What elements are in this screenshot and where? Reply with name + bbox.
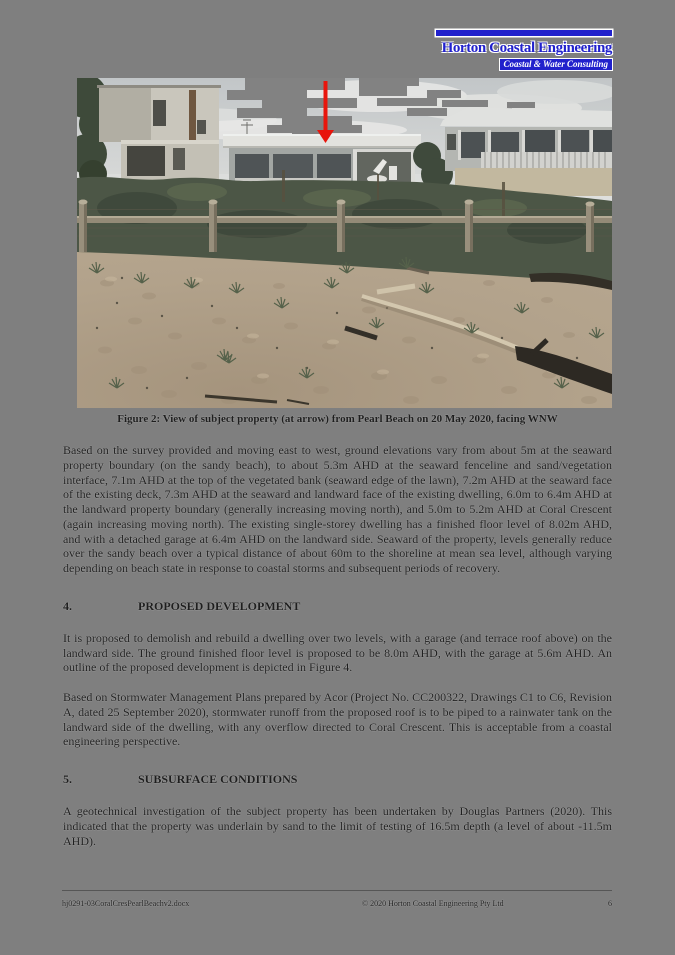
paragraph-geotechnical: A geotechnical investigation of the subject property has been undertaken by Douglas Partners (2020). This indicated that the property was underlain by sand to the limit of testing of 16.5m depth (a level of about -11.5m AHD). (63, 804, 612, 848)
company-name: Horton Coastal Engineering (441, 40, 612, 56)
paragraph-stormwater: Based on Stormwater Management Plans prepared by Acor (Project No. CC200322, Drawings C1 to C6, Revision A, dated 25 September 2020), stormwater runoff from the proposed roof is to be piped to a rainwater tank on the landward side of the dwelling, with any overflow directed to Coral Crescent. This is acceptable from a coastal engineering perspective. (63, 690, 612, 749)
section-5-heading (63, 772, 612, 787)
beach-photo-illustration (77, 78, 612, 408)
company-tagline: Coastal & Water Consulting (500, 59, 612, 70)
figure-caption: Figure 2: View of subject property (at arrow) from Pearl Beach on 20 May 2020, facing WNW (117, 413, 558, 425)
logo-top-bar (436, 30, 612, 36)
section-4-title: PROPOSED DEVELOPMENT (138, 598, 301, 613)
footer-filename: hj0291-03CoralCresPearlBeachv2.docx (62, 899, 190, 908)
page-footer (62, 890, 612, 909)
report-body (63, 443, 612, 863)
paragraph-proposed-development: It is proposed to demolish and rebuild a dwelling over two levels, with a garage (and terrace roof above) on the landward side. The ground finished floor level is proposed to be 8.0m AHD, with the garage at 5.6m AHD. An outline of the proposed development is depicted in Figure 4. (63, 630, 612, 675)
company-logo (430, 30, 612, 70)
crest-fence-post (282, 170, 285, 202)
section-4-heading (63, 599, 612, 614)
footer-copyright: © 2020 Horton Coastal Engineering Pty Ltd (362, 899, 504, 908)
crest-fence-post (502, 182, 505, 216)
page-number: 6 (608, 899, 612, 908)
section-4-number: 4. (63, 598, 72, 613)
section-5-title: SUBSURFACE CONDITIONS (138, 772, 298, 786)
crest-fence-post (377, 174, 379, 200)
right-house (440, 107, 612, 196)
paragraph-ground-elevations: Based on the survey provided and moving east to west, ground elevations vary from about 5m at the seaward property boundary (on the sandy beach), to about 5.3m AHD at the seaward fenceline and sand/vegetation interface, 7.1m AHD at the top of the vegetated bank (seaward edge of the lawn), 7.2m AHD at the seaward face of the existing deck, 7.3m AHD at the seaward and landward face of the existing dwelling, 6.0m to 6.4m AHD at the landward property boundary (generally increasing moving north), and 5.0m to 5.2m AHD at Coral Crescent (again increasing moving north). The existing single-storey dwelling has a finished floor level of 8.02m AHD, and with a detached garage at 6.4m AHD on the landward side. Seaward of the property, levels generally reduce over the sandy beach over a typical distance of about 60m to the shoreline at mean sea level, although varying depending on beach state in response to coastal storms and subsequent periods of recovery. (63, 443, 612, 575)
section-5-number: 5. (63, 772, 72, 786)
balcony-balustrade (485, 152, 605, 168)
figure-2-photo (77, 78, 612, 408)
